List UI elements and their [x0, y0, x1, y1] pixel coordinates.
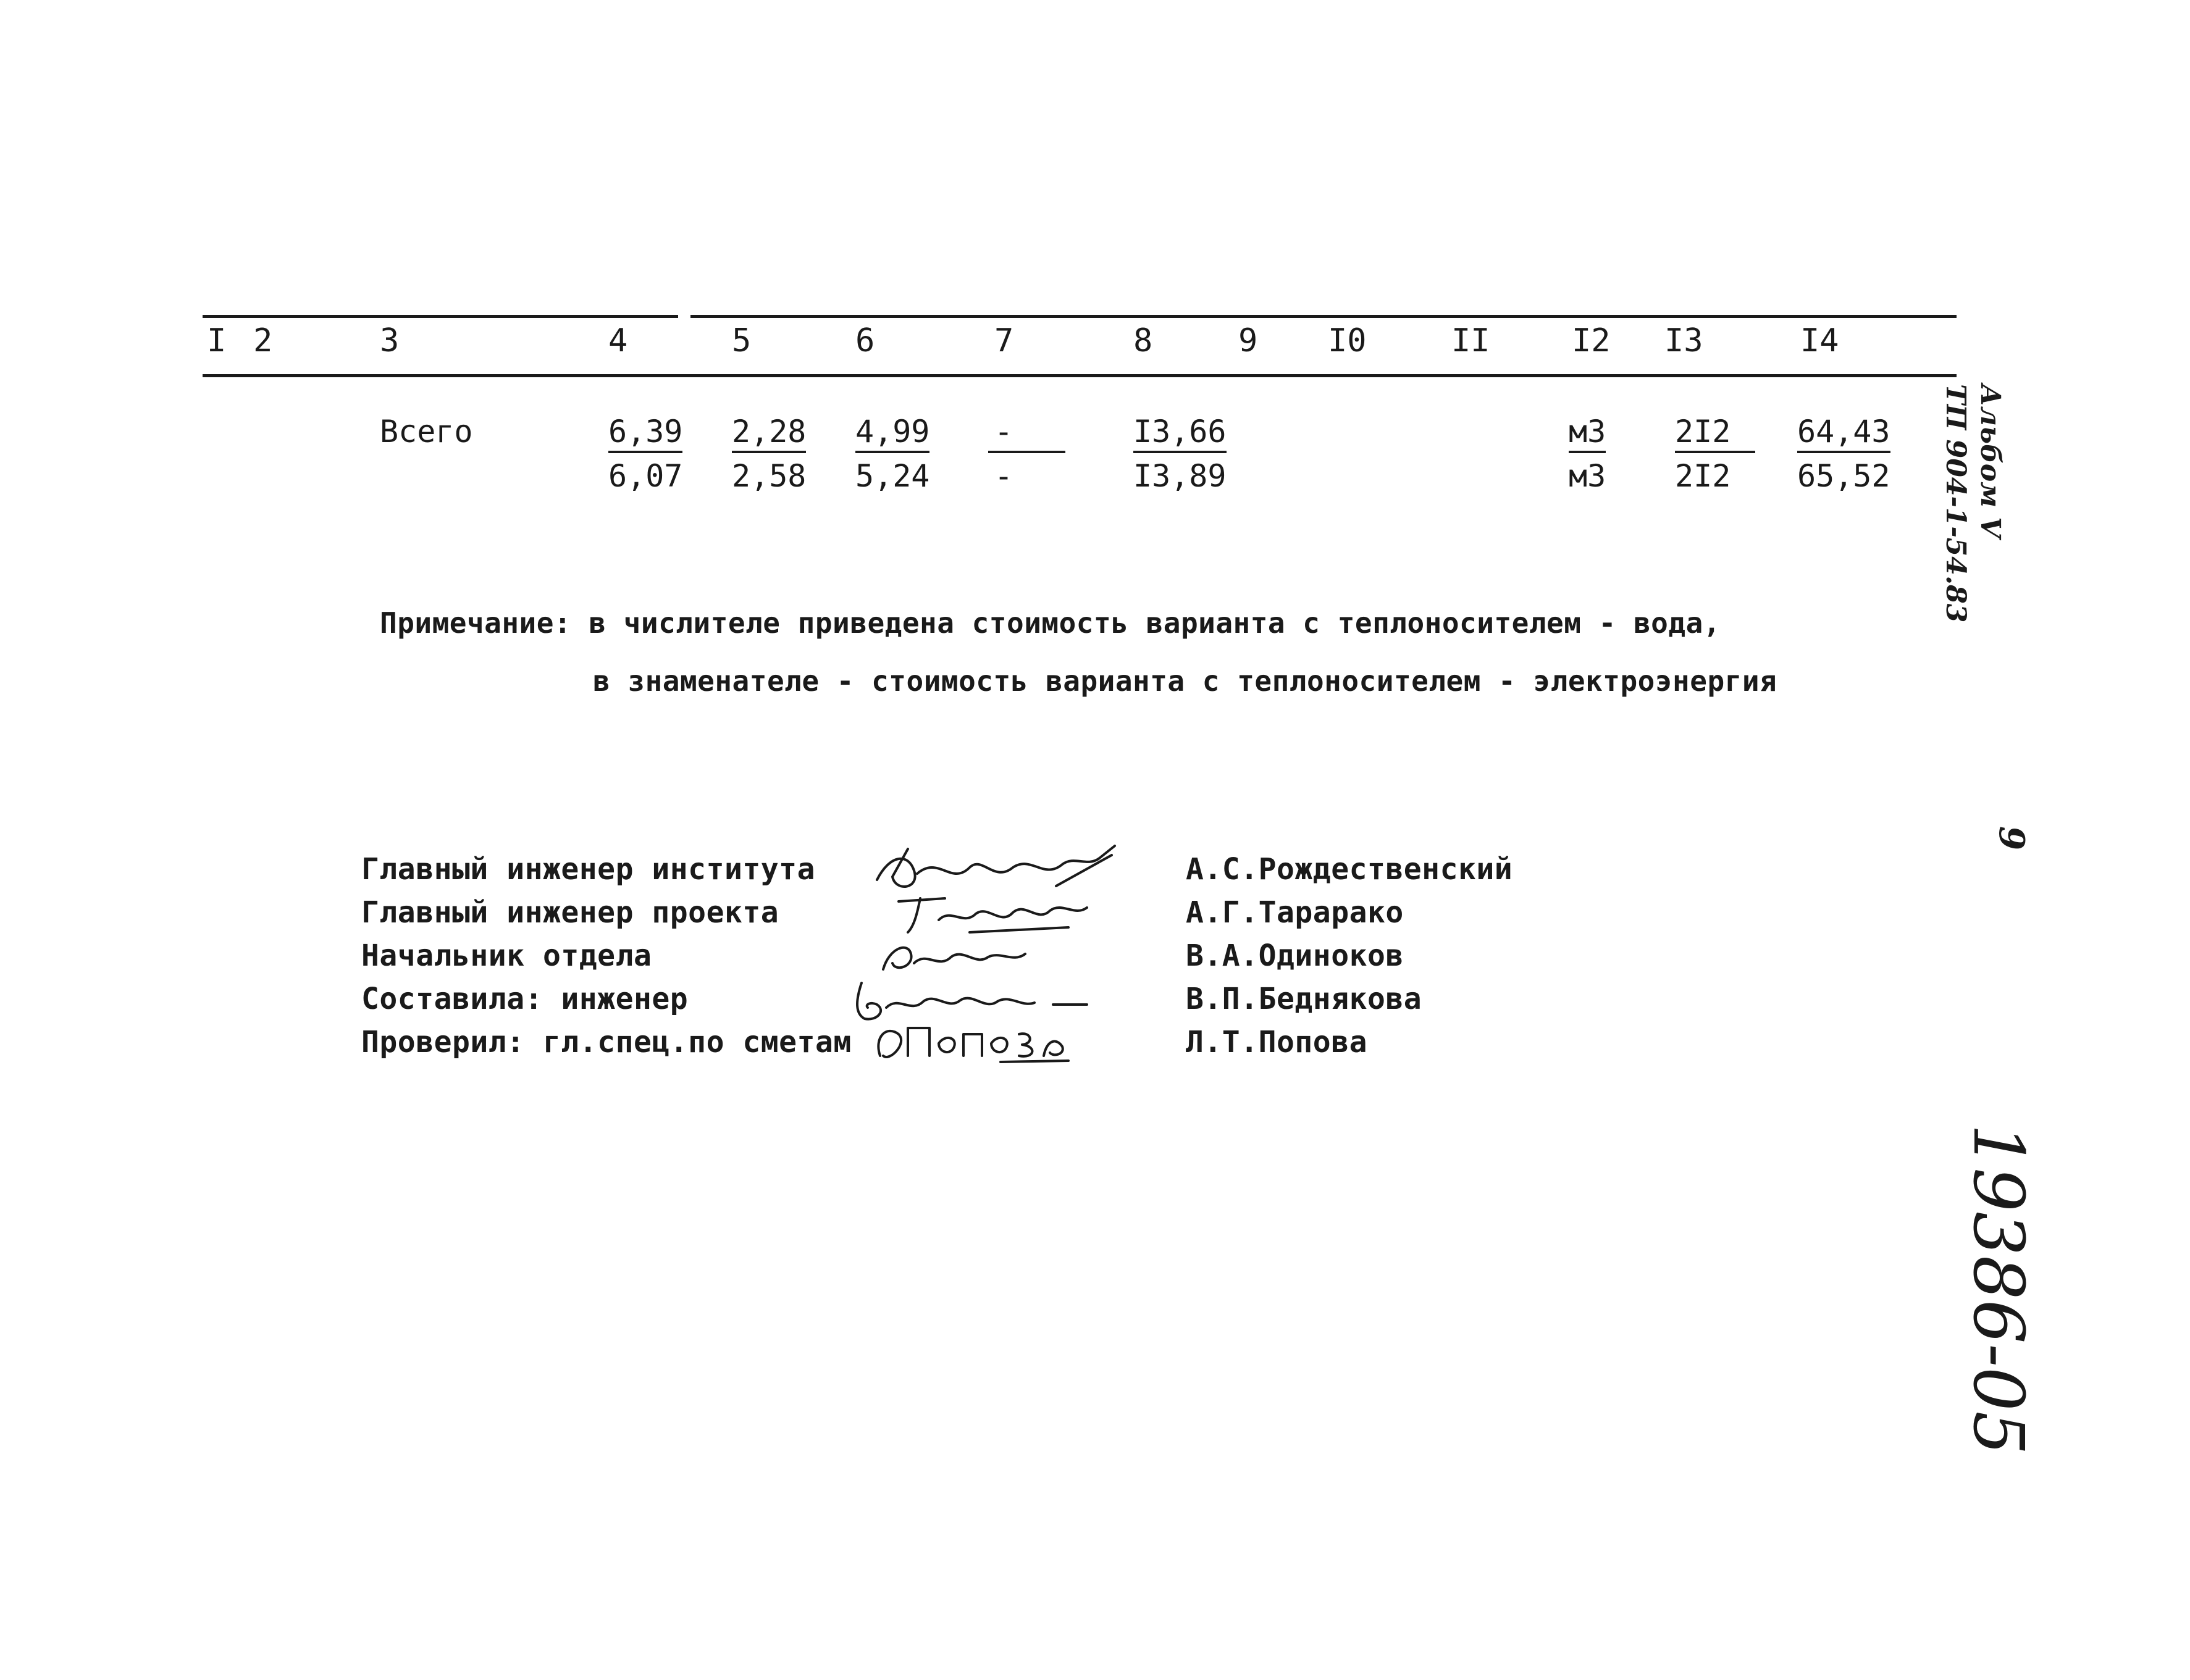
margin-stamp: [1938, 384, 2007, 622]
col4-numerator: 6,39: [608, 414, 682, 453]
column-header: 6: [855, 322, 875, 359]
column-header: II: [1451, 322, 1490, 359]
signatory-role: Начальник отдела: [361, 938, 652, 973]
col6-numerator: 4,99: [855, 414, 929, 453]
stamp-project-code: ТП 904-1-54.83: [1940, 384, 1971, 623]
signatory-name: В.П.Беднякова: [1186, 982, 1422, 1016]
signatory-role: Главный инженер проекта: [361, 895, 779, 930]
signatory-name: Л.Т.Попова: [1186, 1025, 1367, 1059]
col6-denominator: 5,24: [855, 458, 930, 494]
column-header: 9: [1238, 322, 1258, 359]
col8-denominator: I3,89: [1133, 458, 1227, 494]
col7-fraction-bar: [988, 451, 1065, 453]
column-header: 5: [732, 322, 752, 359]
col7-denominator: -: [994, 458, 1013, 494]
note-line-1: Примечание: в числителе приведена стоимость варианта с теплоносителем - вода,: [380, 606, 1721, 640]
signature-2: [896, 889, 1093, 938]
col12-denominator: м3: [1569, 458, 1606, 494]
signatory-name: А.С.Рождественский: [1186, 852, 1513, 887]
column-header: 3: [380, 322, 400, 359]
col14-numerator: 64,43: [1797, 414, 1890, 453]
note-line-2: в знаменателе - стоимость варианта с теплоносителем - электроэнергия: [593, 664, 1777, 698]
col5-denominator: 2,58: [732, 458, 807, 494]
signature-5: [871, 1019, 1075, 1068]
col13-denominator: 2I2: [1675, 458, 1731, 494]
page-number: 9: [1991, 826, 2032, 850]
stamp-album: Альбом V: [1974, 384, 2006, 538]
column-header: I4: [1800, 322, 1839, 359]
signatory-role: Составила: инженер: [361, 982, 689, 1016]
signatory-name: А.Г.Тарарако: [1186, 895, 1404, 930]
signatory-role: Проверил: гл.спец.по сметам: [361, 1025, 852, 1059]
signatory-name: В.А.Одиноков: [1186, 938, 1404, 973]
row-label: Всего: [380, 414, 473, 449]
document-number: 19386-05: [1958, 1124, 2038, 1455]
signatory-role: Главный инженер института: [361, 852, 815, 887]
column-header: I: [207, 322, 227, 359]
col8-numerator: I3,66: [1133, 414, 1227, 453]
col14-denominator: 65,52: [1797, 458, 1890, 494]
column-header: 7: [994, 322, 1014, 359]
col4-denominator: 6,07: [608, 458, 683, 494]
col5-numerator: 2,28: [732, 414, 806, 453]
header-top-rule-right: [690, 315, 1957, 318]
column-header: 2: [253, 322, 273, 359]
col12-numerator: м3: [1569, 414, 1606, 453]
header-bottom-rule: [203, 374, 1957, 377]
col13-numerator: 2I2: [1675, 414, 1755, 453]
column-header: 8: [1133, 322, 1153, 359]
column-header: 4: [608, 322, 628, 359]
column-header: I0: [1328, 322, 1367, 359]
col7-numerator: -: [994, 414, 1013, 449]
column-header: I3: [1664, 322, 1703, 359]
signature-3: [877, 935, 1038, 979]
header-top-rule-left: [203, 315, 678, 318]
column-header: I2: [1572, 322, 1611, 359]
